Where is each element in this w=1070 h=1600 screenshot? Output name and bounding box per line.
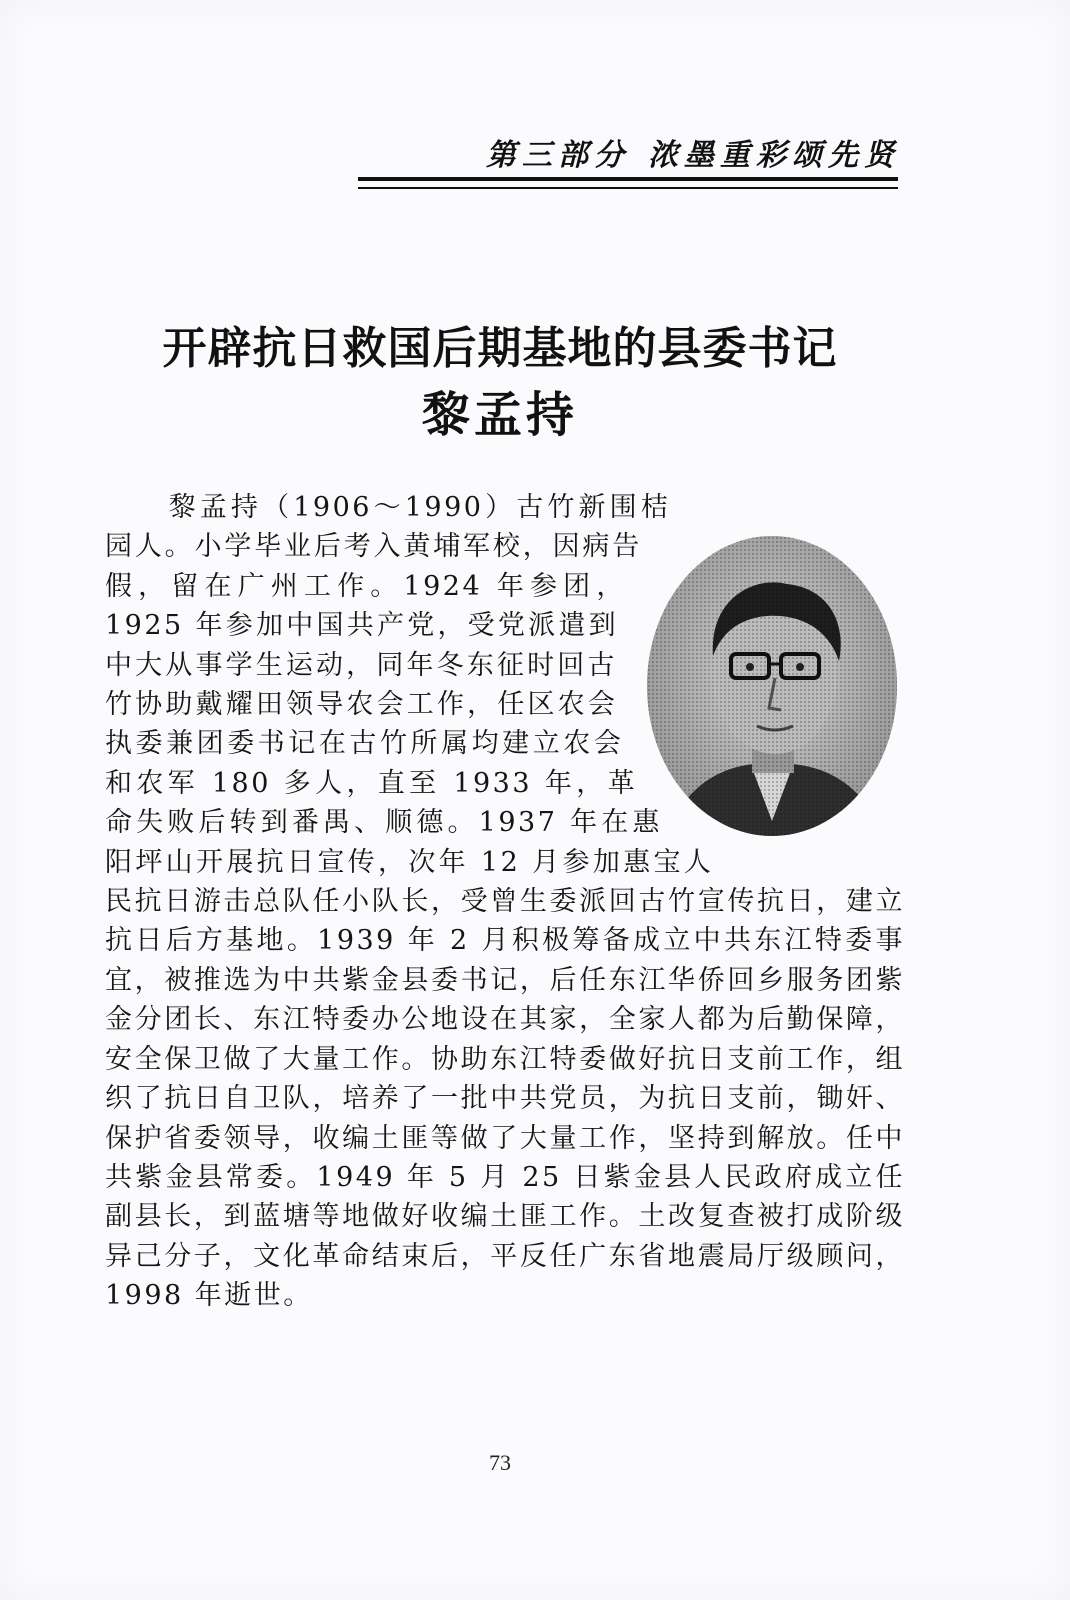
- page-number: 73: [489, 1450, 511, 1475]
- header-rule-thick: [358, 177, 898, 181]
- portrait-wrap: [625, 532, 905, 852]
- section-label: 浓墨重彩颂先贤: [648, 138, 900, 173]
- article-title: 开辟抗日救国后期基地的县委书记: [162, 323, 838, 374]
- portrait-photo: [647, 536, 897, 836]
- article-body: [105, 488, 905, 1316]
- part-label: 第三部分: [486, 138, 630, 173]
- article-body-text: 黎孟持（1906～1990）古竹新围桔园人。小学毕业后考入黄埔军校，因病告假，留在广州工作。1924 年参团，1925 年参加中国共产党，受党派遣到中大从事学生运动，同年冬东征时回古竹协助戴耀田领导农会工作，任区农会执委兼团委书记在古竹所属均建立农会和农军 180 多人，直至 1933 年，革命失败后转到番禺、顺德。1937 年在惠阳坪山开展抗日宣传，次年 12 月参加惠宝人民抗日游击总队任小队长，受曾生委派回古竹宣传抗日，建立抗日后方基地。1939 年 2 月积极筹备成立中共东江特委事宜，被推选为中共紫金县委书记，后任东江华侨回乡服务团紫金分团长、东江特委办公地设在其家，全家人都为后勤保障，安全保卫做了大量工作。协助东江特委做好抗日支前工作，组织了抗日自卫队，培养了一批中共党员，为抗日支前，锄奸、保护省委领导，收编土匪等做了大量工作，坚持到解放。任中共紫金县常委。1949 年 5 月 25 日紫金县人民政府成立任副县长，到蓝塘等地做好收编土匪工作。土改复查被打成阶级异己分子，文化革命结束后，平反任广东省地震局厅级顾问，1998 年逝世。: [105, 492, 905, 1312]
- running-header: [486, 130, 900, 174]
- article-subject-name: 黎孟持: [421, 387, 578, 443]
- header-rule-thin: [358, 187, 898, 189]
